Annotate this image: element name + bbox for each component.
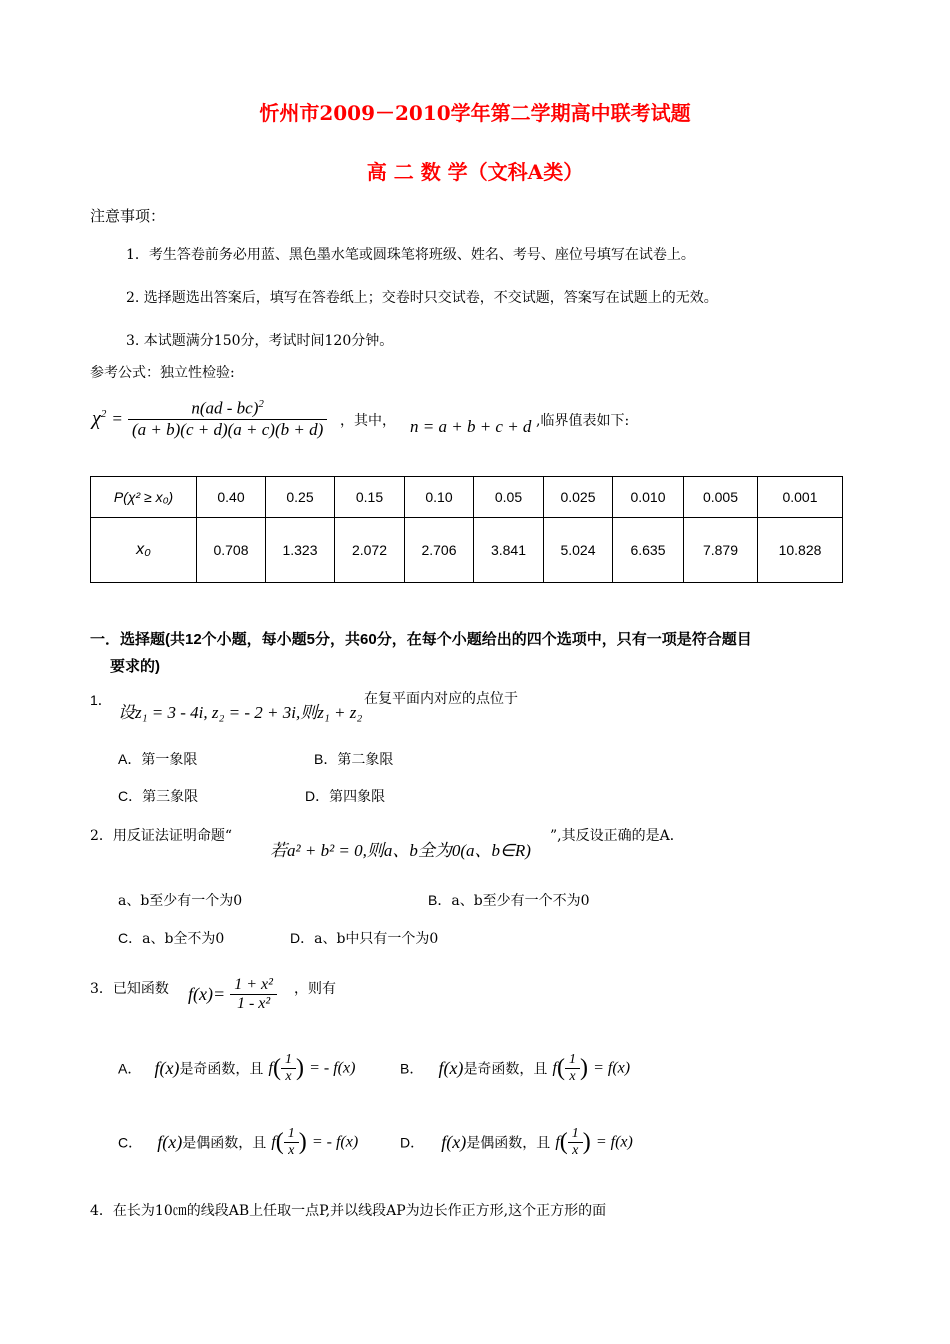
table-cell: 0.025: [544, 477, 613, 518]
chi-square-formula: $\chi^2$ = $\frac{n(ad - bc)^2}{(a + b)(c + d)(a + c)(b + d)}$: [92, 398, 327, 440]
q1-number: 1．: [90, 692, 112, 708]
table-cell: 7.879: [684, 518, 758, 583]
table-cell: 0.25: [266, 477, 335, 518]
reference-where: ，其中，: [340, 413, 396, 429]
q3-text: 3．已知函数: [90, 981, 169, 997]
table-cell: 0.005: [684, 477, 758, 518]
table-cell: 2.072: [335, 518, 405, 583]
formula-numerator: n(ad - bc)$^2$: [128, 398, 327, 420]
q1-option-b[interactable]: B．第二象限: [314, 751, 394, 768]
q1-option-c[interactable]: C．第三象限: [118, 788, 199, 805]
q3-option-b[interactable]: B． f(x)是奇函数，且 f( $\frac{1}{x}$ ) = f(x): [400, 1052, 631, 1084]
table-header-p: P(χ² ≥ x₀): [91, 477, 197, 518]
table-cell: 0.05: [474, 477, 544, 518]
table-cell: 5.024: [544, 518, 613, 583]
table-row-p: [91, 477, 843, 518]
critical-value-table: [90, 476, 843, 583]
n-expression: n = a + b + c + d: [410, 417, 532, 436]
table-cell: 0.40: [197, 477, 266, 518]
table-cell: 0.010: [613, 477, 684, 518]
table-row-x: [91, 518, 843, 583]
section-heading: 一．选择题(共12个小题，每小题5分，共60分，在每个小题给出的四个选项中，只有一项是符合题目: [90, 631, 752, 648]
note-item-3: 3. 本试题满分150分，考试时间120分钟。: [126, 333, 394, 349]
q3-tail: ，则有: [294, 981, 336, 997]
q4-text: 4．在长为10㎝的线段AB上任取一点P,并以线段AP为边长作正方形,这个正方形的面: [90, 1203, 607, 1219]
reference-label: 参考公式：独立性检验:: [90, 365, 235, 381]
q1-text: 在复平面内对应的点位于: [364, 691, 518, 707]
formula-denominator: (a + b)(c + d)(a + c)(b + d): [131, 419, 324, 439]
q3-numerator: 1 + x²: [230, 976, 277, 995]
q3-option-d[interactable]: D． f(x)是偶函数，且 f( $\frac{1}{x}$ ) = f(x): [400, 1126, 633, 1158]
q1-option-d[interactable]: D．第四象限: [305, 788, 386, 805]
q2-option-c[interactable]: C．a、b全不为0: [118, 930, 225, 947]
note-item-1: 1．考生答卷前务必用蓝、黑色墨水笔或圆珠笔将班级、姓名、考号、座位号填写在试卷上。: [126, 247, 695, 263]
q1-option-a[interactable]: A．第一象限: [118, 751, 198, 768]
table-cell: 0.10: [405, 477, 474, 518]
table-cell: 3.841: [474, 518, 544, 583]
table-header-x: x₀: [91, 518, 197, 583]
table-cell: 10.828: [758, 518, 843, 583]
table-cell: 0.15: [335, 477, 405, 518]
page-title: 忻州市2009－2010学年第二学期高中联考试题: [259, 101, 691, 125]
q3-option-c[interactable]: C． f(x)是偶函数，且 f( $\frac{1}{x}$ ) = - f(x): [118, 1126, 359, 1158]
q2-text: 2．用反证法证明命题“: [90, 828, 233, 844]
section-heading-cont: 要求的): [110, 658, 160, 675]
table-cell: 1.323: [266, 518, 335, 583]
formula-fraction: [128, 398, 327, 440]
page-subtitle: 高 二 数 学（文科A类）: [366, 160, 584, 184]
q2-option-b[interactable]: B．a、b至少有一个不为0: [428, 892, 590, 909]
q2-expression: 若a² + b² = 0,则a、b全为0(a、b∈R): [270, 841, 531, 860]
q3-denominator: 1 - x²: [236, 995, 271, 1012]
q2-tail: ”,其反设正确的是A．: [550, 828, 684, 844]
notes-heading: 注意事项：: [90, 208, 166, 225]
q3-option-a[interactable]: A． f(x)是奇函数，且 f( $\frac{1}{x}$ ) = - f(x): [118, 1052, 356, 1084]
reference-tail: ,临界值表如下:: [536, 413, 630, 429]
q2-option-a[interactable]: a、b至少有一个为0: [118, 893, 243, 909]
chi-symbol: χ: [92, 407, 101, 430]
q1-expression: 设z₁ = 3 - 4i, z₂ = - 2 + 3i,则z₁ + z₂: [118, 703, 363, 722]
table-cell: 2.706: [405, 518, 474, 583]
table-cell: 0.708: [197, 518, 266, 583]
note-item-2: 2. 选择题选出答案后，填写在答卷纸上；交卷时只交试卷，不交试题，答案写在试题上的无效。: [126, 290, 718, 306]
table-cell: 0.001: [758, 477, 843, 518]
q3-function: f(x)= $\frac{\text{1 + x²}}{\text{1 - x²}}$: [188, 976, 277, 1013]
q2-option-d[interactable]: D．a、b中只有一个为0: [290, 930, 439, 947]
table-cell: 6.635: [613, 518, 684, 583]
